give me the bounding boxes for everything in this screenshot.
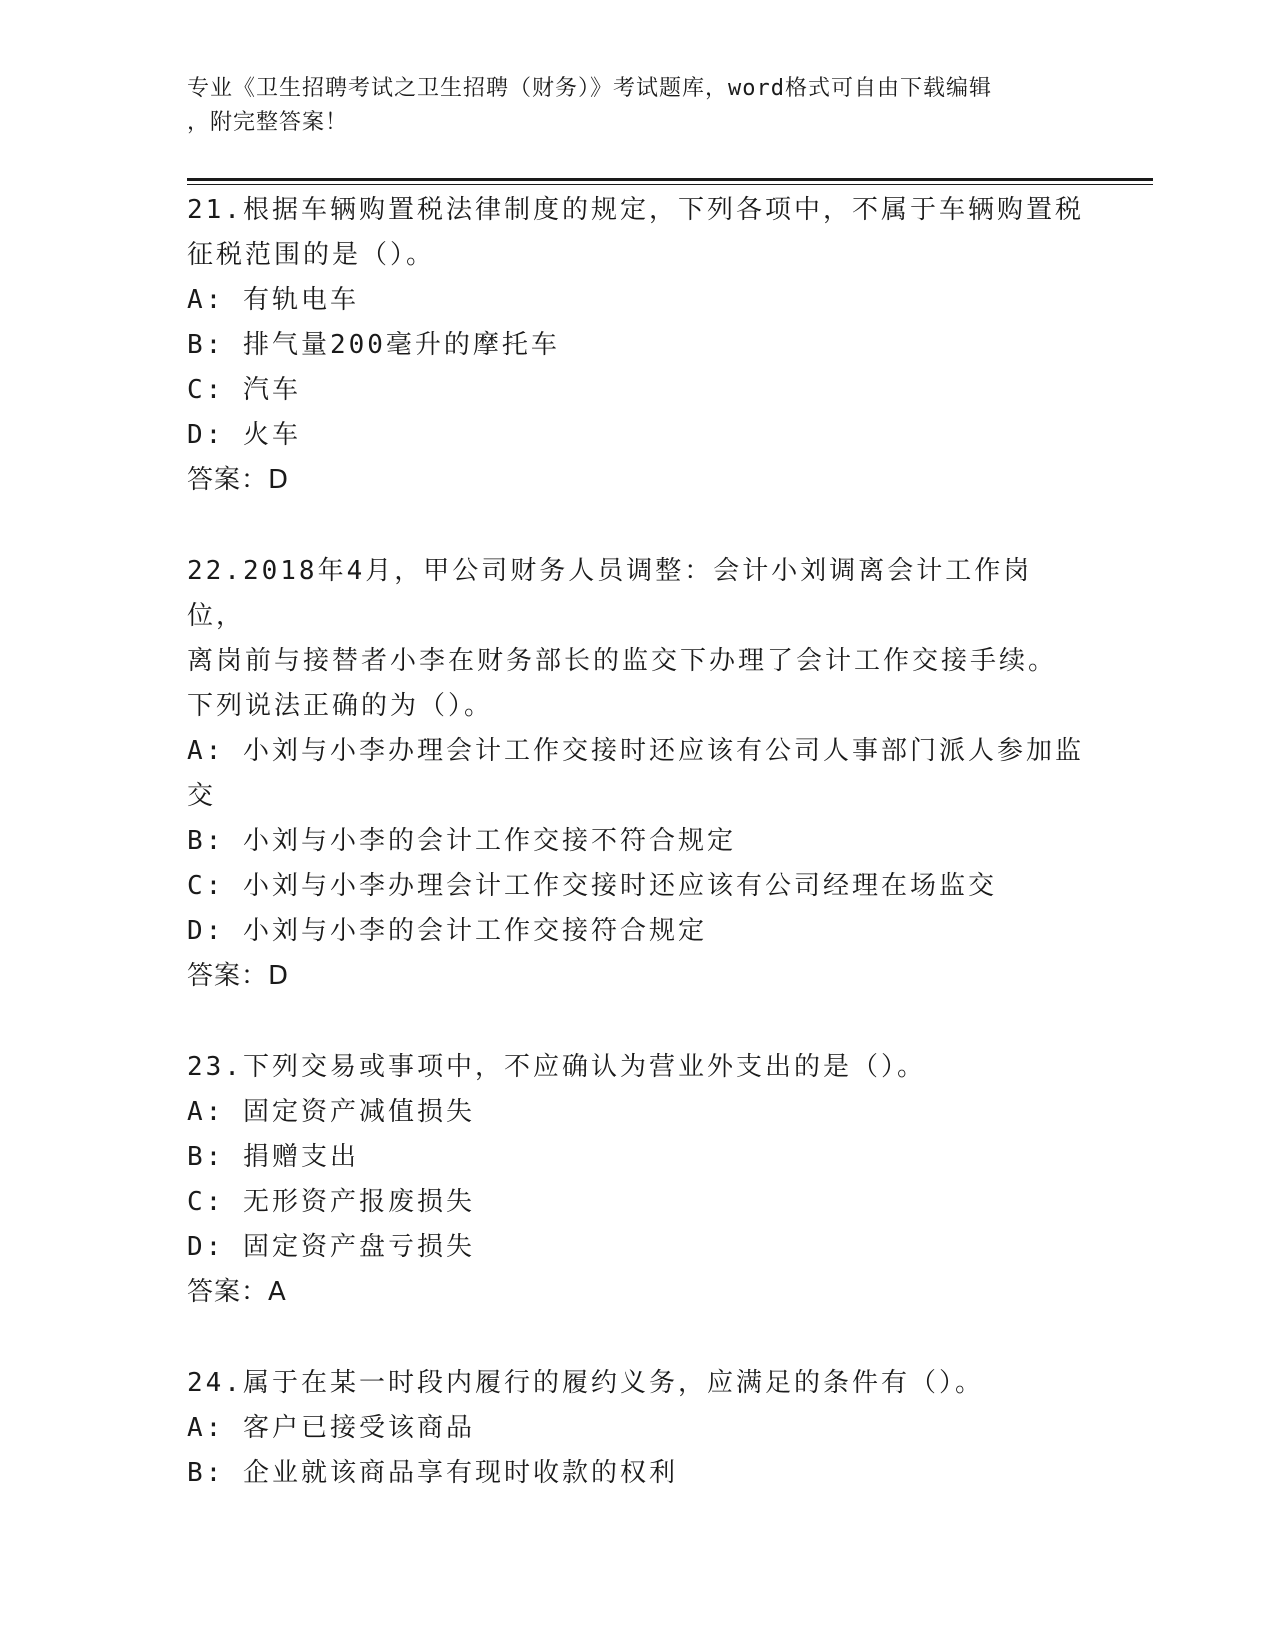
answer-option: A: 固定资产减值损失 — [187, 1097, 475, 1127]
question-list — [187, 188, 1087, 1542]
question-stem-line: 23.下列交易或事项中，不应确认为营业外支出的是（）。 — [187, 1052, 926, 1082]
answer-option: B: 排气量200毫升的摩托车 — [187, 330, 560, 360]
header-rule-thin — [187, 184, 1153, 185]
answer-key: 答案：A — [187, 1277, 287, 1307]
question-stem-line: 离岗前与接替者小李在财务部长的监交下办理了会计工作交接手续。 — [187, 646, 1058, 676]
header-line-2: ，附完整答案！ — [187, 110, 349, 135]
answer-option: C: 无形资产报废损失 — [187, 1187, 475, 1217]
question-item — [187, 188, 1087, 503]
document-header — [187, 72, 1067, 140]
answer-option: 交 — [187, 781, 217, 811]
header-rule-thick — [187, 178, 1153, 181]
answer-option: C: 小刘与小李办理会计工作交接时还应该有公司经理在场监交 — [187, 871, 997, 901]
answer-option: B: 企业就该商品享有现时收款的权利 — [187, 1458, 678, 1488]
answer-key: 答案：D — [187, 961, 290, 991]
answer-option: A: 小刘与小李办理会计工作交接时还应该有公司人事部门派人参加监 — [187, 736, 1084, 766]
answer-option: D: 固定资产盘亏损失 — [187, 1232, 475, 1262]
answer-option: A: 客户已接受该商品 — [187, 1413, 475, 1443]
question-item — [187, 1045, 1087, 1315]
answer-key: 答案：D — [187, 465, 290, 495]
question-stem-line: 21.根据车辆购置税法律制度的规定，下列各项中，不属于车辆购置税 — [187, 195, 1084, 225]
question-stem-line: 下列说法正确的为（）。 — [187, 691, 494, 721]
answer-option: B: 小刘与小李的会计工作交接不符合规定 — [187, 826, 736, 856]
answer-option: B: 捐赠支出 — [187, 1142, 359, 1172]
answer-option: C: 汽车 — [187, 375, 301, 405]
question-stem-line: 24.属于在某一时段内履行的履约义务，应满足的条件有（）。 — [187, 1368, 984, 1398]
header-line-1: 专业《卫生招聘考试之卫生招聘（财务）》考试题库，word格式可自由下载编辑 — [187, 76, 992, 101]
question-stem-line: 22.2018年4月，甲公司财务人员调整：会计小刘调离会计工作岗位， — [187, 556, 1033, 631]
answer-option: D: 小刘与小李的会计工作交接符合规定 — [187, 916, 707, 946]
question-item — [187, 1361, 1087, 1496]
answer-option: D: 火车 — [187, 420, 301, 450]
question-stem-line: 征税范围的是（）。 — [187, 240, 436, 270]
question-item — [187, 549, 1087, 999]
answer-option: A: 有轨电车 — [187, 285, 359, 315]
